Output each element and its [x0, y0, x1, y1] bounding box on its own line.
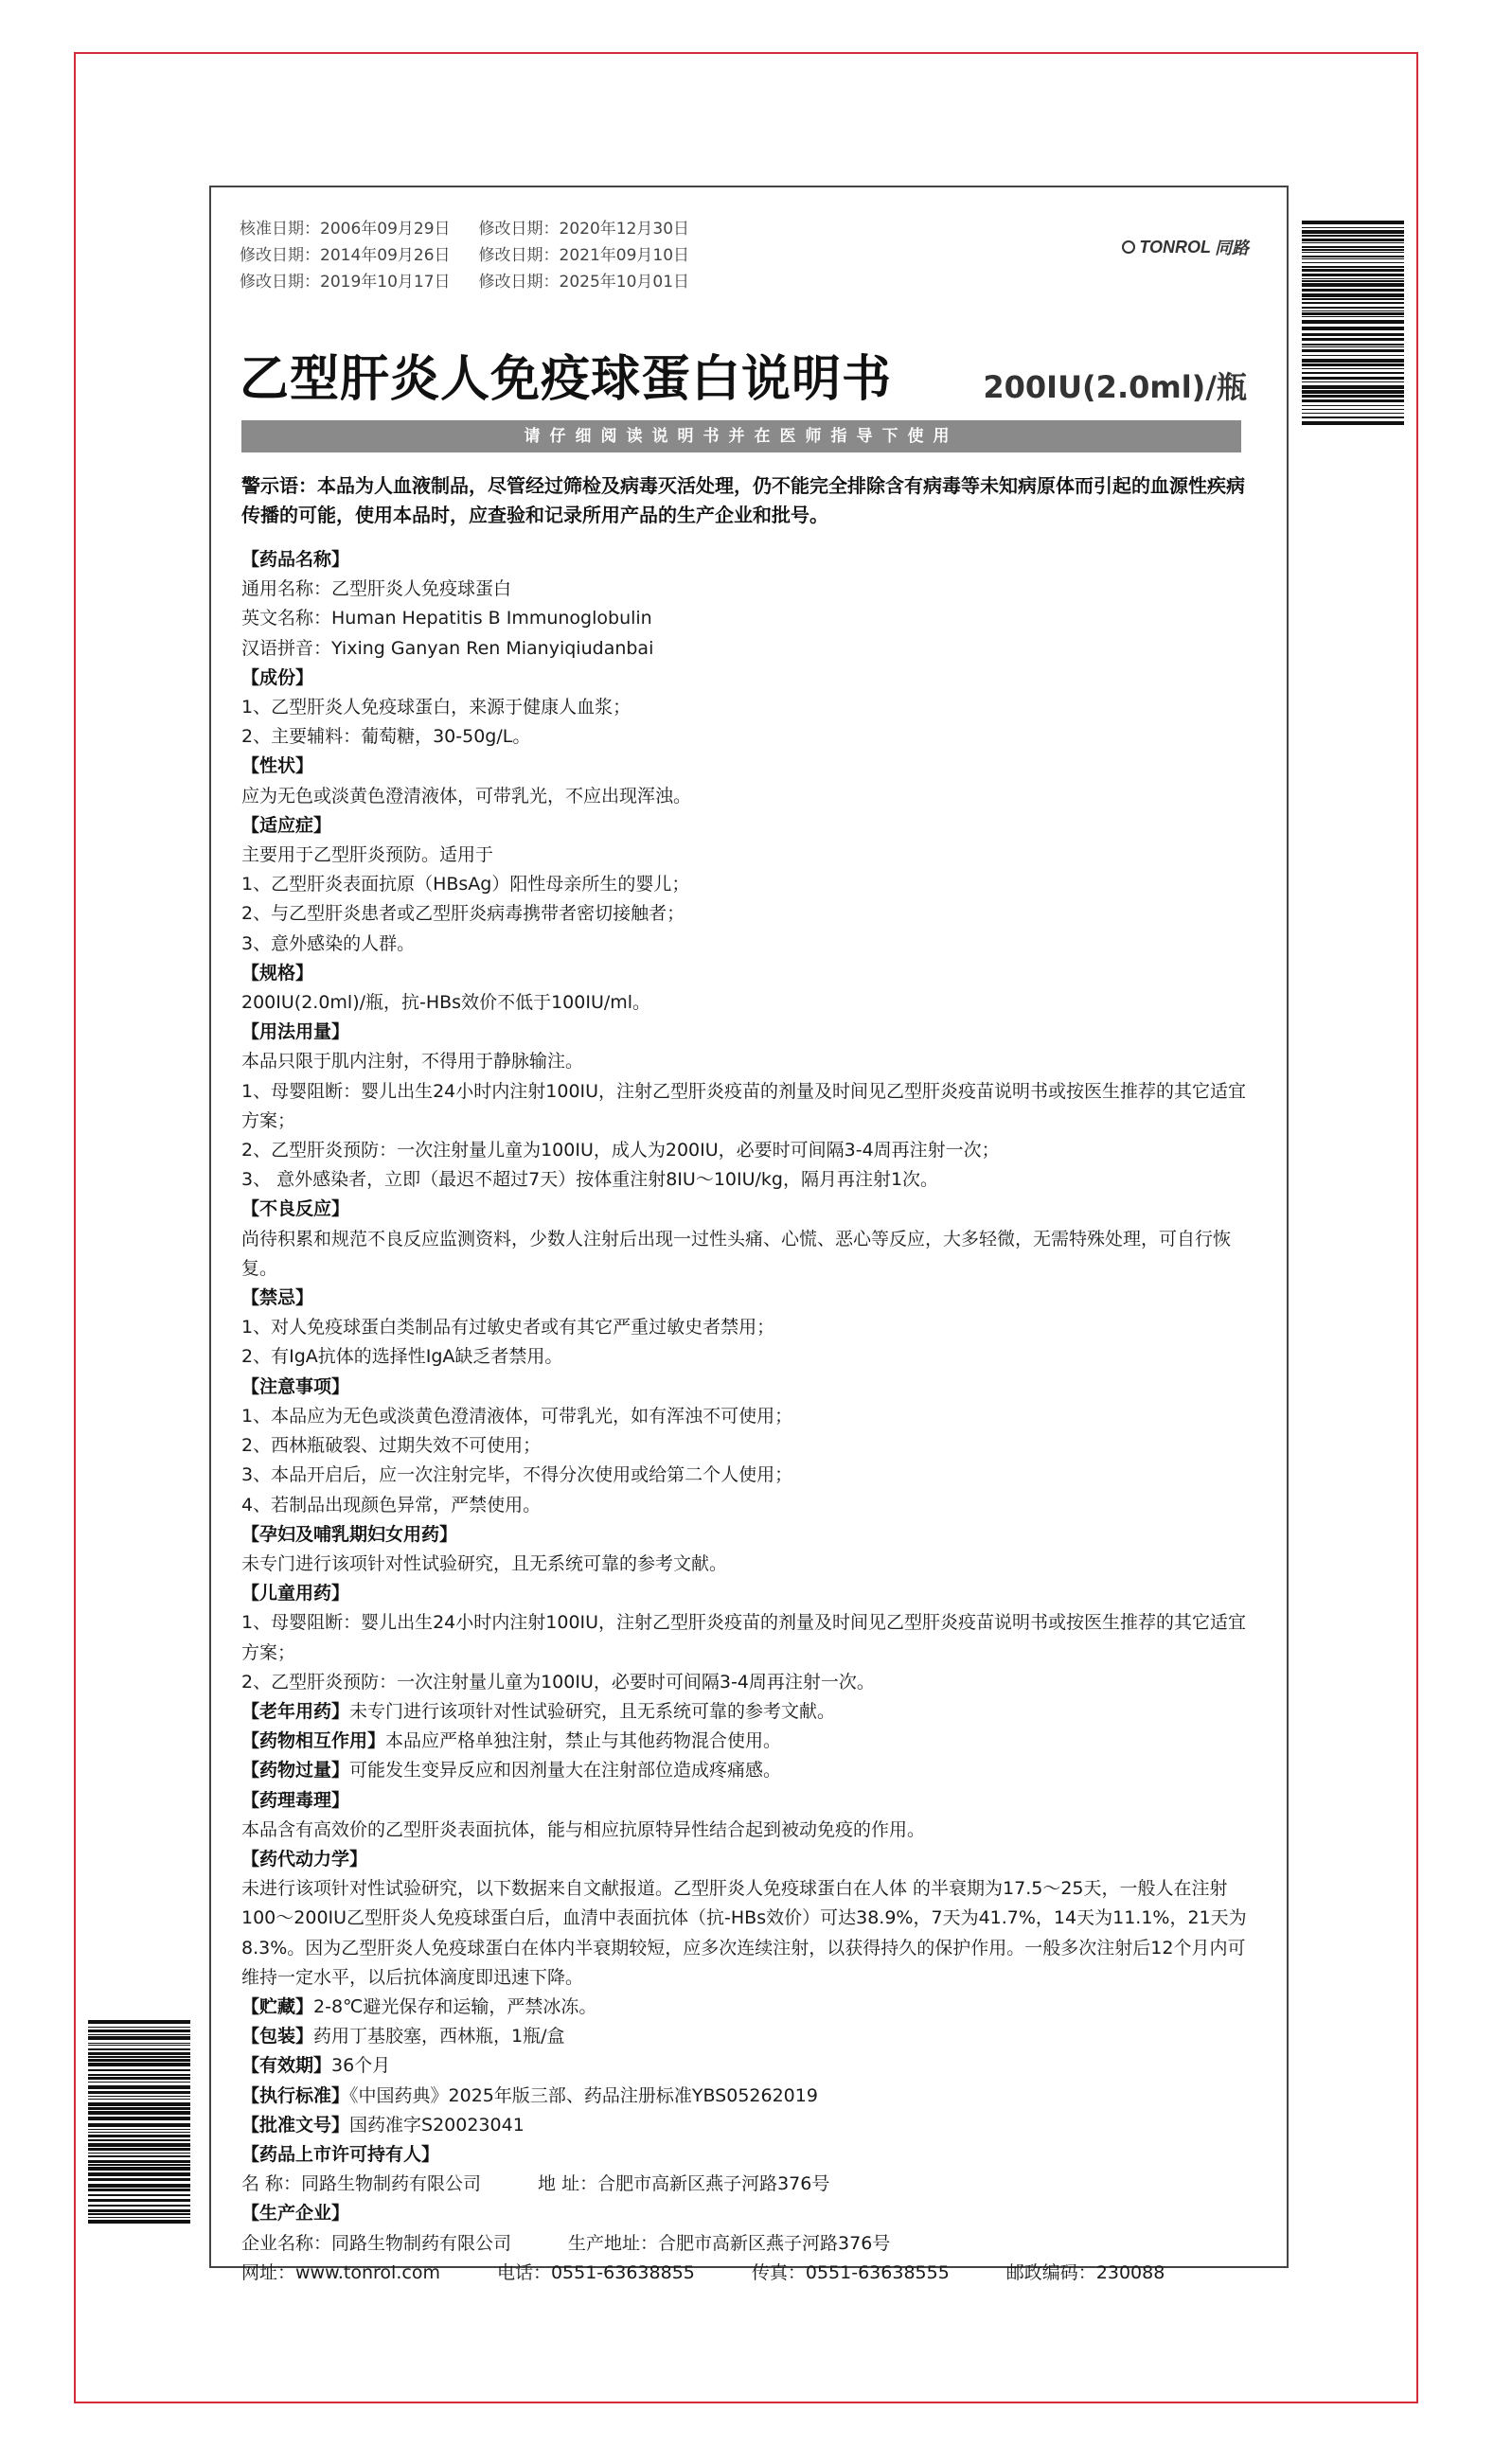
section-heading: 【儿童用药】: [241, 1583, 350, 1604]
barcode-bar: [88, 2129, 190, 2130]
barcode-bar: [1302, 262, 1404, 263]
barcode-bar: [88, 2132, 190, 2133]
barcode-bar: [1302, 298, 1404, 300]
date-revision: 修改日期：2019年10月17日: [240, 273, 451, 292]
inline-section: [241, 1727, 1254, 1756]
barcode-bar: [88, 2045, 190, 2046]
barcode-bar: [1302, 235, 1404, 237]
section-heading: 【禁忌】: [241, 1287, 314, 1309]
barcode-bar: [88, 2036, 190, 2040]
section-heading: 【药代动力学】: [241, 1848, 368, 1870]
barcode-bar: [1302, 405, 1404, 406]
date-revision: 修改日期：2021年09月10日: [478, 246, 690, 265]
section-heading: 【有效期】: [241, 2055, 332, 2077]
barcode-bar: [1302, 349, 1404, 352]
barcode-bar: [1302, 280, 1404, 282]
section-heading: 【包装】: [241, 2026, 314, 2047]
date-revision: 修改日期：2020年12月30日: [478, 220, 690, 239]
barcode-bar: [1302, 344, 1404, 346]
text-line: 1、乙型肝炎表面抗原（HBsAg）阳性母亲所生的婴儿；: [241, 874, 690, 895]
barcode-bar: [88, 2052, 190, 2055]
leaflet: [209, 186, 1289, 2283]
section-heading: 【老年用药】: [241, 1700, 350, 1722]
text-line: 通用名称：乙型肝炎人免疫球蛋白: [241, 578, 512, 600]
barcode-bar: [1302, 421, 1404, 425]
barcode-bar: [1302, 381, 1404, 382]
barcode-bar: [88, 2043, 190, 2044]
text-line: 200IU(2.0ml)/瓶，抗-HBs效价不低于100IU/ml。: [241, 992, 651, 1014]
barcode-bar: [88, 2178, 190, 2181]
website: 网址：www.tonrol.com: [241, 2261, 440, 2283]
barcode-bar: [1302, 320, 1404, 324]
barcode-right: [1302, 221, 1404, 429]
postcode: 邮政编码：230088: [1005, 2261, 1165, 2283]
section-heading: 【不良反应】: [241, 1198, 350, 1220]
barcode-bar: [1302, 368, 1404, 369]
inline-section: [241, 2022, 1254, 2051]
barcode-bar: [88, 2069, 190, 2071]
logo-mark-icon: [1122, 240, 1135, 254]
barcode-bar: [88, 2030, 190, 2032]
manufacturer-info: [241, 2229, 1254, 2259]
barcode-bar: [88, 2199, 190, 2202]
barcode-bar: [88, 2056, 190, 2058]
barcode-bar: [1302, 302, 1404, 304]
barcode-bar: [1302, 221, 1404, 224]
barcode-bar: [1302, 312, 1404, 315]
date-row: [240, 216, 689, 242]
text-inline: 36个月: [331, 2055, 391, 2077]
barcode-bar: [88, 2164, 190, 2166]
barcode-bar: [1302, 333, 1404, 336]
barcode-bar: [1302, 283, 1404, 287]
barcode-bar: [1302, 316, 1404, 317]
text-line: 3、 意外感染者，立即（最迟不超过7天）按体重注射8IU～10IU/kg，隔月再注射1次。: [241, 1169, 939, 1191]
barcode-bar: [88, 2209, 190, 2212]
date-revision: 修改日期：2014年09月26日: [240, 246, 451, 265]
text-line: 2、有IgA抗体的选择性IgA缺乏者禁用。: [241, 1346, 563, 1368]
barcode-bar: [88, 2091, 190, 2094]
section-heading: 【药品上市许可持有人】: [241, 2143, 440, 2165]
barcode-bar: [88, 2077, 190, 2080]
barcode-bar: [1302, 327, 1404, 330]
text-line: 2、主要辅料：葡萄糖，30-50g/L。: [241, 726, 531, 748]
barcode-bar: [1302, 346, 1404, 347]
section-heading: 【成份】: [241, 666, 314, 688]
contact-info: [241, 2259, 1254, 2288]
text-line: 1、乙型肝炎人免疫球蛋白，来源于健康人血浆；: [241, 697, 631, 718]
date-row: [240, 242, 689, 269]
barcode-bar: [88, 2148, 190, 2151]
barcode-bar: [88, 2111, 190, 2115]
phone: 电话：0551-63638855: [496, 2261, 695, 2283]
section-heading: 【药物相互作用】: [241, 1730, 386, 1752]
section-heading: 【药品名称】: [241, 549, 350, 570]
barcode-bar: [88, 2123, 190, 2127]
barcode-bar: [88, 2155, 190, 2157]
section-heading: 【贮藏】: [241, 1995, 314, 2017]
barcode-bar: [1302, 363, 1404, 366]
barcode-bar: [88, 2189, 190, 2191]
document-title: 乙型肝炎人免疫球蛋白说明书: [240, 351, 893, 408]
text-line: 2、西林瓶破裂、过期失效不可使用；: [241, 1435, 542, 1457]
barcode-bar: [88, 2160, 190, 2163]
inline-section: [241, 2051, 1254, 2081]
text-inline: 《中国药典》2025年版三部、药品注册标准YBS05262019: [349, 2084, 818, 2106]
holder-address: 地 址：合肥市高新区燕子河路376号: [538, 2173, 830, 2195]
barcode-bar: [88, 2153, 190, 2154]
text-inline: 本品应严格单独注射，禁止与其他药物混合使用。: [385, 1730, 782, 1752]
barcode-bar: [1302, 372, 1404, 374]
text-inline: 2-8℃避光保存和运输，严禁冰冻。: [313, 1995, 597, 2017]
barcode-bar: [88, 2172, 190, 2176]
barcode-bar: [1302, 289, 1404, 292]
barcode-bar: [1302, 377, 1404, 380]
barcode-bar: [88, 2135, 190, 2137]
barcode-bar: [88, 2082, 190, 2083]
text-inline: 国药准字S20023041: [349, 2114, 525, 2136]
barcode-bar: [88, 2194, 190, 2196]
barcode-bar: [1302, 266, 1404, 268]
barcode-bar: [88, 2085, 190, 2089]
text-line: 1、母婴阻断：婴儿出生24小时内注射100IU，注射乙型肝炎疫苗的剂量及时间见乙型肝炎疫苗说明书或按医生推荐的其它适宜方案；: [241, 1612, 1247, 1663]
barcode-bar: [1302, 310, 1404, 311]
barcode-bar: [1302, 258, 1404, 259]
text-inline: 药用丁基胶塞，西林瓶，1瓶/盒: [313, 2026, 565, 2047]
section-heading: 【孕妇及哺乳期妇女用药】: [241, 1523, 458, 1545]
barcode-bar: [1302, 278, 1404, 279]
text-line: 未进行该项针对性试验研究，以下数据来自文献报道。乙型肝炎人免疫球蛋白在人体 的半衰期为17.5～25天，一般人在注射100～200IU乙型肝炎人免疫球蛋白后，血清中表面抗体（抗-HBs效价）可达38.9%，7天为41.7%，14天为11.1%，21天为8.3%。因为乙型肝炎人免疫球蛋白在体内半衰期较短，应多次连续注射，以获得持久的保护作用。一般多次注射后12个月内可维持一定水平，以后抗体滴度即迅速下降。: [241, 1878, 1247, 1988]
barcode-bar: [88, 2205, 190, 2207]
text-line: 1、母婴阻断：婴儿出生24小时内注射100IU，注射乙型肝炎疫苗的剂量及时间见乙型肝炎疫苗说明书或按医生推荐的其它适宜方案；: [241, 1080, 1247, 1131]
revision-dates: [240, 216, 689, 295]
barcode-bar: [1302, 385, 1404, 389]
barcode-bar: [88, 2107, 190, 2110]
text-inline: 未专门进行该项针对性试验研究，且无系统可靠的参考文献。: [349, 1700, 836, 1722]
fax: 传真：0551-63638555: [751, 2261, 950, 2283]
barcode-bar: [1302, 307, 1404, 309]
barcode-bar: [88, 2139, 190, 2141]
holder-name: 名 称：同路生物制药有限公司: [241, 2173, 482, 2195]
barcode-bar: [1302, 256, 1404, 257]
barcode-bar: [1302, 242, 1404, 243]
barcode-bar: [88, 2059, 190, 2062]
section-heading: 【性状】: [241, 755, 314, 777]
barcode-bar: [1302, 355, 1404, 356]
text-line: 尚待积累和规范不良反应监测资料，少数人注射后出现一过性头痛、心慌、恶心等反应，大多轻微，无需特殊处理，可自行恢复。: [241, 1228, 1232, 1279]
text-line: 1、本品应为无色或淡黄色澄清液体，可带乳光，如有浑浊不可使用；: [241, 1405, 793, 1427]
barcode-bar: [1302, 269, 1404, 272]
barcode-bar: [88, 2099, 190, 2100]
text-line: 2、乙型肝炎预防：一次注射量儿童为100IU，必要时可间隔3-4周再注射一次。: [241, 1671, 875, 1693]
barcode-bar: [88, 2213, 190, 2215]
barcode-bar: [88, 2020, 190, 2024]
section-heading: 【药理毒理】: [241, 1789, 350, 1811]
section-heading: 【药物过量】: [241, 1760, 350, 1782]
date-approval: 核准日期：2006年09月29日: [240, 220, 451, 239]
text-line: 3、意外感染的人群。: [241, 932, 416, 954]
section-heading: 【适应症】: [241, 814, 332, 836]
section-heading: 【生产企业】: [241, 2203, 350, 2225]
text-line: 未专门进行该项针对性试验研究，且无系统可靠的参考文献。: [241, 1552, 728, 1574]
barcode-bar: [1302, 252, 1404, 253]
barcode-bar: [1302, 399, 1404, 402]
section-heading: 【注意事项】: [241, 1375, 350, 1397]
barcode-bar: [88, 2063, 190, 2066]
section-heading: 【执行标准】: [241, 2084, 350, 2106]
holder-info: [241, 2170, 1254, 2199]
manufacturer-name: 企业名称：同路生物制药有限公司: [241, 2232, 512, 2254]
barcode-bar: [1302, 239, 1404, 241]
barcode-bar: [1302, 409, 1404, 410]
barcode-left: [88, 2020, 190, 2228]
inline-section: [241, 2111, 1254, 2140]
inline-section: [241, 2082, 1254, 2111]
barcode-bar: [88, 2167, 190, 2171]
text-line: 2、与乙型肝炎患者或乙型肝炎病毒携带者密切接触者；: [241, 903, 685, 925]
logo-text-cn: 同路: [1215, 239, 1249, 257]
barcode-bar: [1302, 249, 1404, 251]
barcode-bar: [1302, 246, 1404, 248]
inline-section: [241, 1697, 1254, 1727]
section-heading: 【批准文号】: [241, 2114, 350, 2136]
text-inline: 可能发生变异反应和因剂量大在注射部位造成疼痛感。: [349, 1760, 782, 1782]
brand-logo: [1122, 235, 1249, 259]
barcode-bar: [1302, 390, 1404, 394]
text-line: 2、乙型肝炎预防：一次注射量儿童为100IU，成人为200IU，必要时可间隔3-4周再注射一次；: [241, 1140, 1000, 1161]
barcode-bar: [88, 2027, 190, 2028]
barcode-bar: [88, 2217, 190, 2218]
barcode-bar: [88, 2102, 190, 2106]
barcode-bar: [1302, 413, 1404, 414]
barcode-bar: [88, 2143, 190, 2147]
barcode-bar: [1302, 230, 1404, 234]
barcode-bar: [88, 2034, 190, 2035]
logo-text-en: TONROL: [1139, 237, 1211, 257]
product-spec: 200IU(2.0ml)/瓶: [983, 369, 1247, 405]
barcode-bar: [1302, 338, 1404, 341]
barcode-bar: [1302, 227, 1404, 228]
inline-section: [241, 1756, 1254, 1785]
barcode-bar: [88, 2074, 190, 2076]
text-line: 本品只限于肌内注射，不得用于静脉输注。: [241, 1051, 584, 1072]
text-line: 主要用于乙型肝炎预防。适用于: [241, 844, 494, 866]
barcode-bar: [88, 2117, 190, 2120]
leaflet-content: [241, 545, 1254, 2288]
text-line: 汉语拼音：Yixing Ganyan Ren Mianyiqiudanbai: [241, 637, 654, 659]
barcode-bar: [1302, 293, 1404, 297]
inline-section: [241, 1993, 1254, 2022]
barcode-bar: [1302, 274, 1404, 276]
text-line: 英文名称：Human Hepatitis B Immunoglobulin: [241, 608, 652, 629]
instruction-banner: 请仔细阅读说明书并在医师指导下使用: [241, 420, 1241, 452]
barcode-bar: [88, 2048, 190, 2050]
barcode-bar: [88, 2184, 190, 2188]
text-line: 4、若制品出现颜色异常，严禁使用。: [241, 1494, 542, 1516]
section-heading: 【规格】: [241, 962, 314, 984]
text-line: 应为无色或淡黄色澄清液体，可带乳光，不应出现浑浊。: [241, 785, 692, 807]
manufacturer-address: 生产地址：合肥市高新区燕子河路376号: [568, 2232, 891, 2254]
text-line: 3、本品开启后，应一次注射完毕，不得分次使用或给第二个人使用；: [241, 1464, 793, 1486]
date-revision: 修改日期：2025年10月01日: [478, 273, 690, 292]
barcode-bar: [1302, 417, 1404, 418]
text-line: 本品含有高效价的乙型肝炎表面抗体，能与相应抗原特异性结合起到被动免疫的作用。: [241, 1818, 926, 1840]
barcode-bar: [88, 2096, 190, 2097]
date-row: [240, 269, 689, 295]
barcode-bar: [1302, 359, 1404, 363]
warning-text: 警示语：本品为人血液制品，尽管经过筛检及病毒灭活处理，仍不能完全排除含有病毒等未知病原体而引起的血源性疾病传播的可能，使用本品时，应查验和记录所用产品的生产企业和批号。: [241, 474, 1245, 526]
section-heading: 【用法用量】: [241, 1021, 350, 1043]
barcode-bar: [88, 2220, 190, 2224]
text-line: 1、对人免疫球蛋白类制品有过敏史者或有其它严重过敏史者禁用；: [241, 1317, 775, 1338]
barcode-bar: [1302, 395, 1404, 398]
